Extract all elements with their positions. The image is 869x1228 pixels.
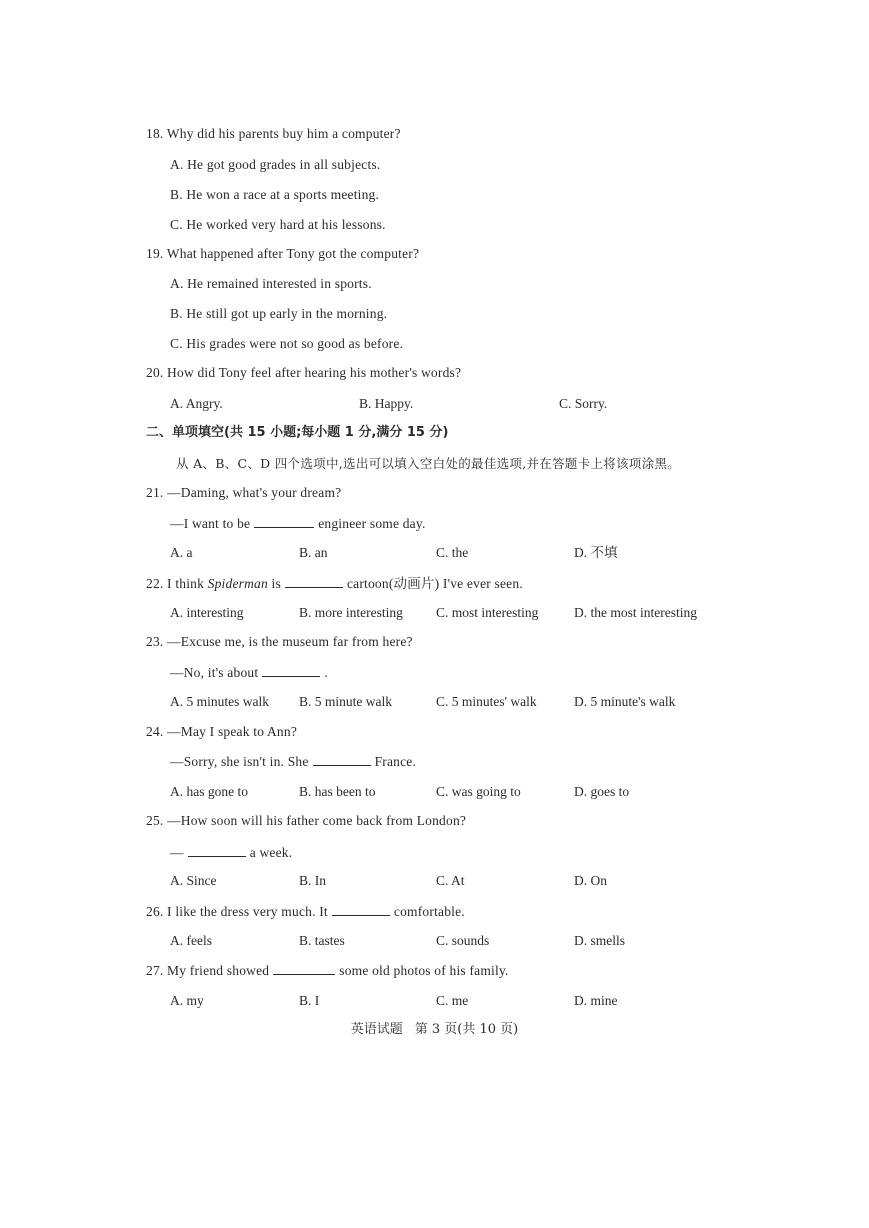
q26-answer-blank <box>332 902 390 916</box>
q21-answer-blank <box>254 514 314 528</box>
q18-option-c: C. He worked very hard at his lessons. <box>170 217 386 232</box>
q22-option-d: D. the most interesting <box>574 605 697 620</box>
q26-text-before-blank: 26. I like the dress very much. It <box>146 904 328 919</box>
q26-option-a: A. feels <box>170 933 212 948</box>
question-27-stem <box>146 961 509 980</box>
q23-option-d: D. 5 minute's walk <box>574 694 676 709</box>
footer-page-number: 第 3 页(共 10 页) <box>414 1022 519 1037</box>
q25-option-c: C. At <box>436 873 465 888</box>
q24-text-before-blank: —Sorry, she isn't in. She <box>170 754 309 769</box>
q26-option-c: C. sounds <box>436 933 490 948</box>
q25-option-d: D. On <box>574 873 607 888</box>
q22-answer-blank <box>285 574 343 588</box>
q20-option-c: C. Sorry. <box>559 396 608 411</box>
question-24-line2 <box>170 752 416 771</box>
section-2-heading: 二、单项填空(共 15 小题;每小题 1 分,满分 15 分) <box>146 425 449 440</box>
q24-option-a: A. has gone to <box>170 784 248 799</box>
q18-option-a: A. He got good grades in all subjects. <box>170 157 381 172</box>
q21-text-after-blank: engineer some day. <box>318 516 426 531</box>
q23-option-c: C. 5 minutes' walk <box>436 694 537 709</box>
q25-answer-blank <box>188 843 246 857</box>
question-22-stem <box>146 574 523 593</box>
question-23-stem: 23. —Excuse me, is the museum far from here? <box>146 634 413 649</box>
q21-option-d: D. 不填 <box>574 545 618 560</box>
q23-option-a: A. 5 minutes walk <box>170 694 269 709</box>
q24-option-b: B. has been to <box>299 784 376 799</box>
question-23-line2 <box>170 663 328 682</box>
q27-option-b: B. I <box>299 993 320 1008</box>
q27-text-after-blank: some old photos of his family. <box>339 963 509 978</box>
q25-option-a: A. Since <box>170 873 217 888</box>
question-20-stem: 20. How did Tony feel after hearing his mother's words? <box>146 365 462 380</box>
q18-option-b: B. He won a race at a sports meeting. <box>170 187 380 202</box>
q23-text-before-blank: —No, it's about <box>170 665 259 680</box>
q19-option-c: C. His grades were not so good as before. <box>170 336 404 351</box>
q21-text-before-blank: —I want to be <box>170 516 251 531</box>
q23-text-after-blank: . <box>324 665 328 680</box>
q20-option-b: B. Happy. <box>359 396 414 411</box>
q27-option-d: D. mine <box>574 993 618 1008</box>
q26-text-after-blank: comfortable. <box>393 904 465 919</box>
section-2-instruction: 从 A、B、C、D 四个选项中,选出可以填入空白处的最佳选项,并在答题卡上将该项涂黑。 <box>176 456 681 471</box>
q19-option-b: B. He still got up early in the morning. <box>170 306 388 321</box>
page-footer <box>0 1021 869 1039</box>
q27-option-c: C. me <box>436 993 469 1008</box>
q22-option-c: C. most interesting <box>436 605 539 620</box>
q23-answer-blank <box>262 663 320 677</box>
q25-text-before-blank: — <box>170 845 184 860</box>
q21-option-b: B. an <box>299 545 328 560</box>
question-25-stem: 25. —How soon will his father come back from London? <box>146 813 467 828</box>
q21-option-c: C. the <box>436 545 469 560</box>
q19-option-a: A. He remained interested in sports. <box>170 276 372 291</box>
q25-text-after-blank: a week. <box>249 845 293 860</box>
q26-option-b: B. tastes <box>299 933 345 948</box>
question-21-line2 <box>170 514 426 533</box>
q22-text-end: cartoon(动画片) I've ever seen. <box>346 576 523 591</box>
question-19-stem: 19. What happened after Tony got the computer? <box>146 246 420 261</box>
q22-text-start: 22. I think <box>146 576 205 591</box>
question-21-stem: 21. —Daming, what's your dream? <box>146 485 342 500</box>
q22-title-italic: Spiderman <box>207 576 268 591</box>
q24-option-c: C. was going to <box>436 784 521 799</box>
q27-answer-blank <box>273 961 335 975</box>
q22-option-a: A. interesting <box>170 605 244 620</box>
q21-option-a: A. a <box>170 545 193 560</box>
q27-text-before-blank: 27. My friend showed <box>146 963 270 978</box>
question-25-line2 <box>170 843 292 862</box>
question-18-stem: 18. Why did his parents buy him a computer? <box>146 126 401 141</box>
q22-text-mid: is <box>271 576 281 591</box>
q24-answer-blank <box>313 752 371 766</box>
q24-option-d: D. goes to <box>574 784 630 799</box>
footer-subject: 英语试题 <box>350 1022 403 1037</box>
q24-text-after-blank: France. <box>374 754 417 769</box>
question-24-stem: 24. —May I speak to Ann? <box>146 724 298 739</box>
q22-option-b: B. more interesting <box>299 605 403 620</box>
q20-option-a: A. Angry. <box>170 396 223 411</box>
q26-option-d: D. smells <box>574 933 626 948</box>
question-26-stem <box>146 902 465 921</box>
q23-option-b: B. 5 minute walk <box>299 694 392 709</box>
q27-option-a: A. my <box>170 993 204 1008</box>
q25-option-b: B. In <box>299 873 326 888</box>
